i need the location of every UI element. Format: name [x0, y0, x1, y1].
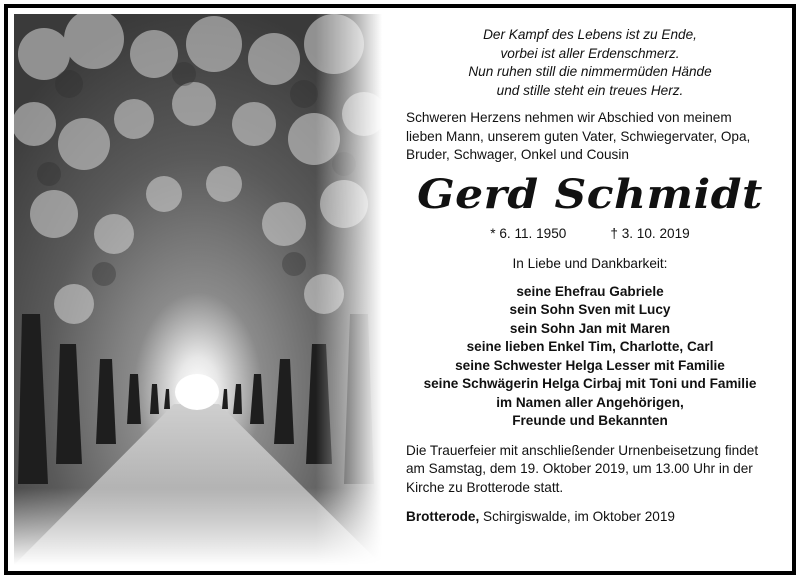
mourner: seine Schwester Helga Lesser mit Familie — [455, 357, 725, 373]
verse-line: vorbei ist aller Erdenschmerz. — [500, 45, 680, 61]
birth-date: * 6. 11. 1950 — [490, 225, 567, 241]
service-line: Die Trauerfeier mit anschließender Urnenbeisetzung findet — [406, 442, 759, 458]
intro-text — [398, 109, 782, 165]
death-date: † 3. 10. 2019 — [610, 225, 690, 241]
service-line: Kirche zu Brotterode statt. — [406, 479, 564, 495]
place-and-date — [398, 508, 782, 527]
obituary-text — [398, 26, 782, 527]
mourner: seine Ehefrau Gabriele — [516, 283, 664, 299]
mourner: sein Sohn Sven mit Lucy — [509, 302, 671, 317]
deceased-name: Gerd Schmidt — [417, 170, 763, 218]
funeral-service-info — [398, 442, 782, 498]
place-town: Brotterode, — [406, 509, 480, 524]
verse-line: Der Kampf des Lebens ist zu Ende, — [483, 27, 697, 42]
verse-line: Nun ruhen still die nimmermüden Hände — [468, 64, 712, 79]
thanks-line: In Liebe und Dankbarkeit: — [512, 256, 668, 271]
place-rest: Schirgiswalde, im Oktober 2019 — [479, 509, 675, 524]
service-line: am Samstag, dem 19. Oktober 2019, um 13.00 Uhr in der — [406, 461, 753, 476]
mourner: seine Schwägerin Helga Cirbaj mit Toni und Familie — [423, 376, 757, 391]
mourners-list — [398, 283, 782, 431]
intro-line: Bruder, Schwager, Onkel und Cousin — [406, 147, 629, 162]
mourner: Freunde und Bekannten — [512, 413, 668, 428]
verse-line: und stille steht ein treues Herz. — [496, 82, 684, 98]
mourner: seine lieben Enkel Tim, Charlotte, Carl — [466, 339, 714, 354]
verse — [398, 26, 782, 100]
intro-line: lieben Mann, unserem guten Vater, Schwiegervater, Opa, — [406, 128, 751, 144]
tree-avenue-photo — [14, 14, 382, 565]
life-dates — [398, 225, 782, 244]
tree-avenue-illustration — [14, 14, 382, 565]
intro-line: Schweren Herzens nehmen wir Abschied von meinem — [406, 110, 732, 125]
mourner: im Namen aller Angehörigen, — [496, 394, 684, 410]
mourner: sein Sohn Jan mit Maren — [509, 320, 671, 336]
